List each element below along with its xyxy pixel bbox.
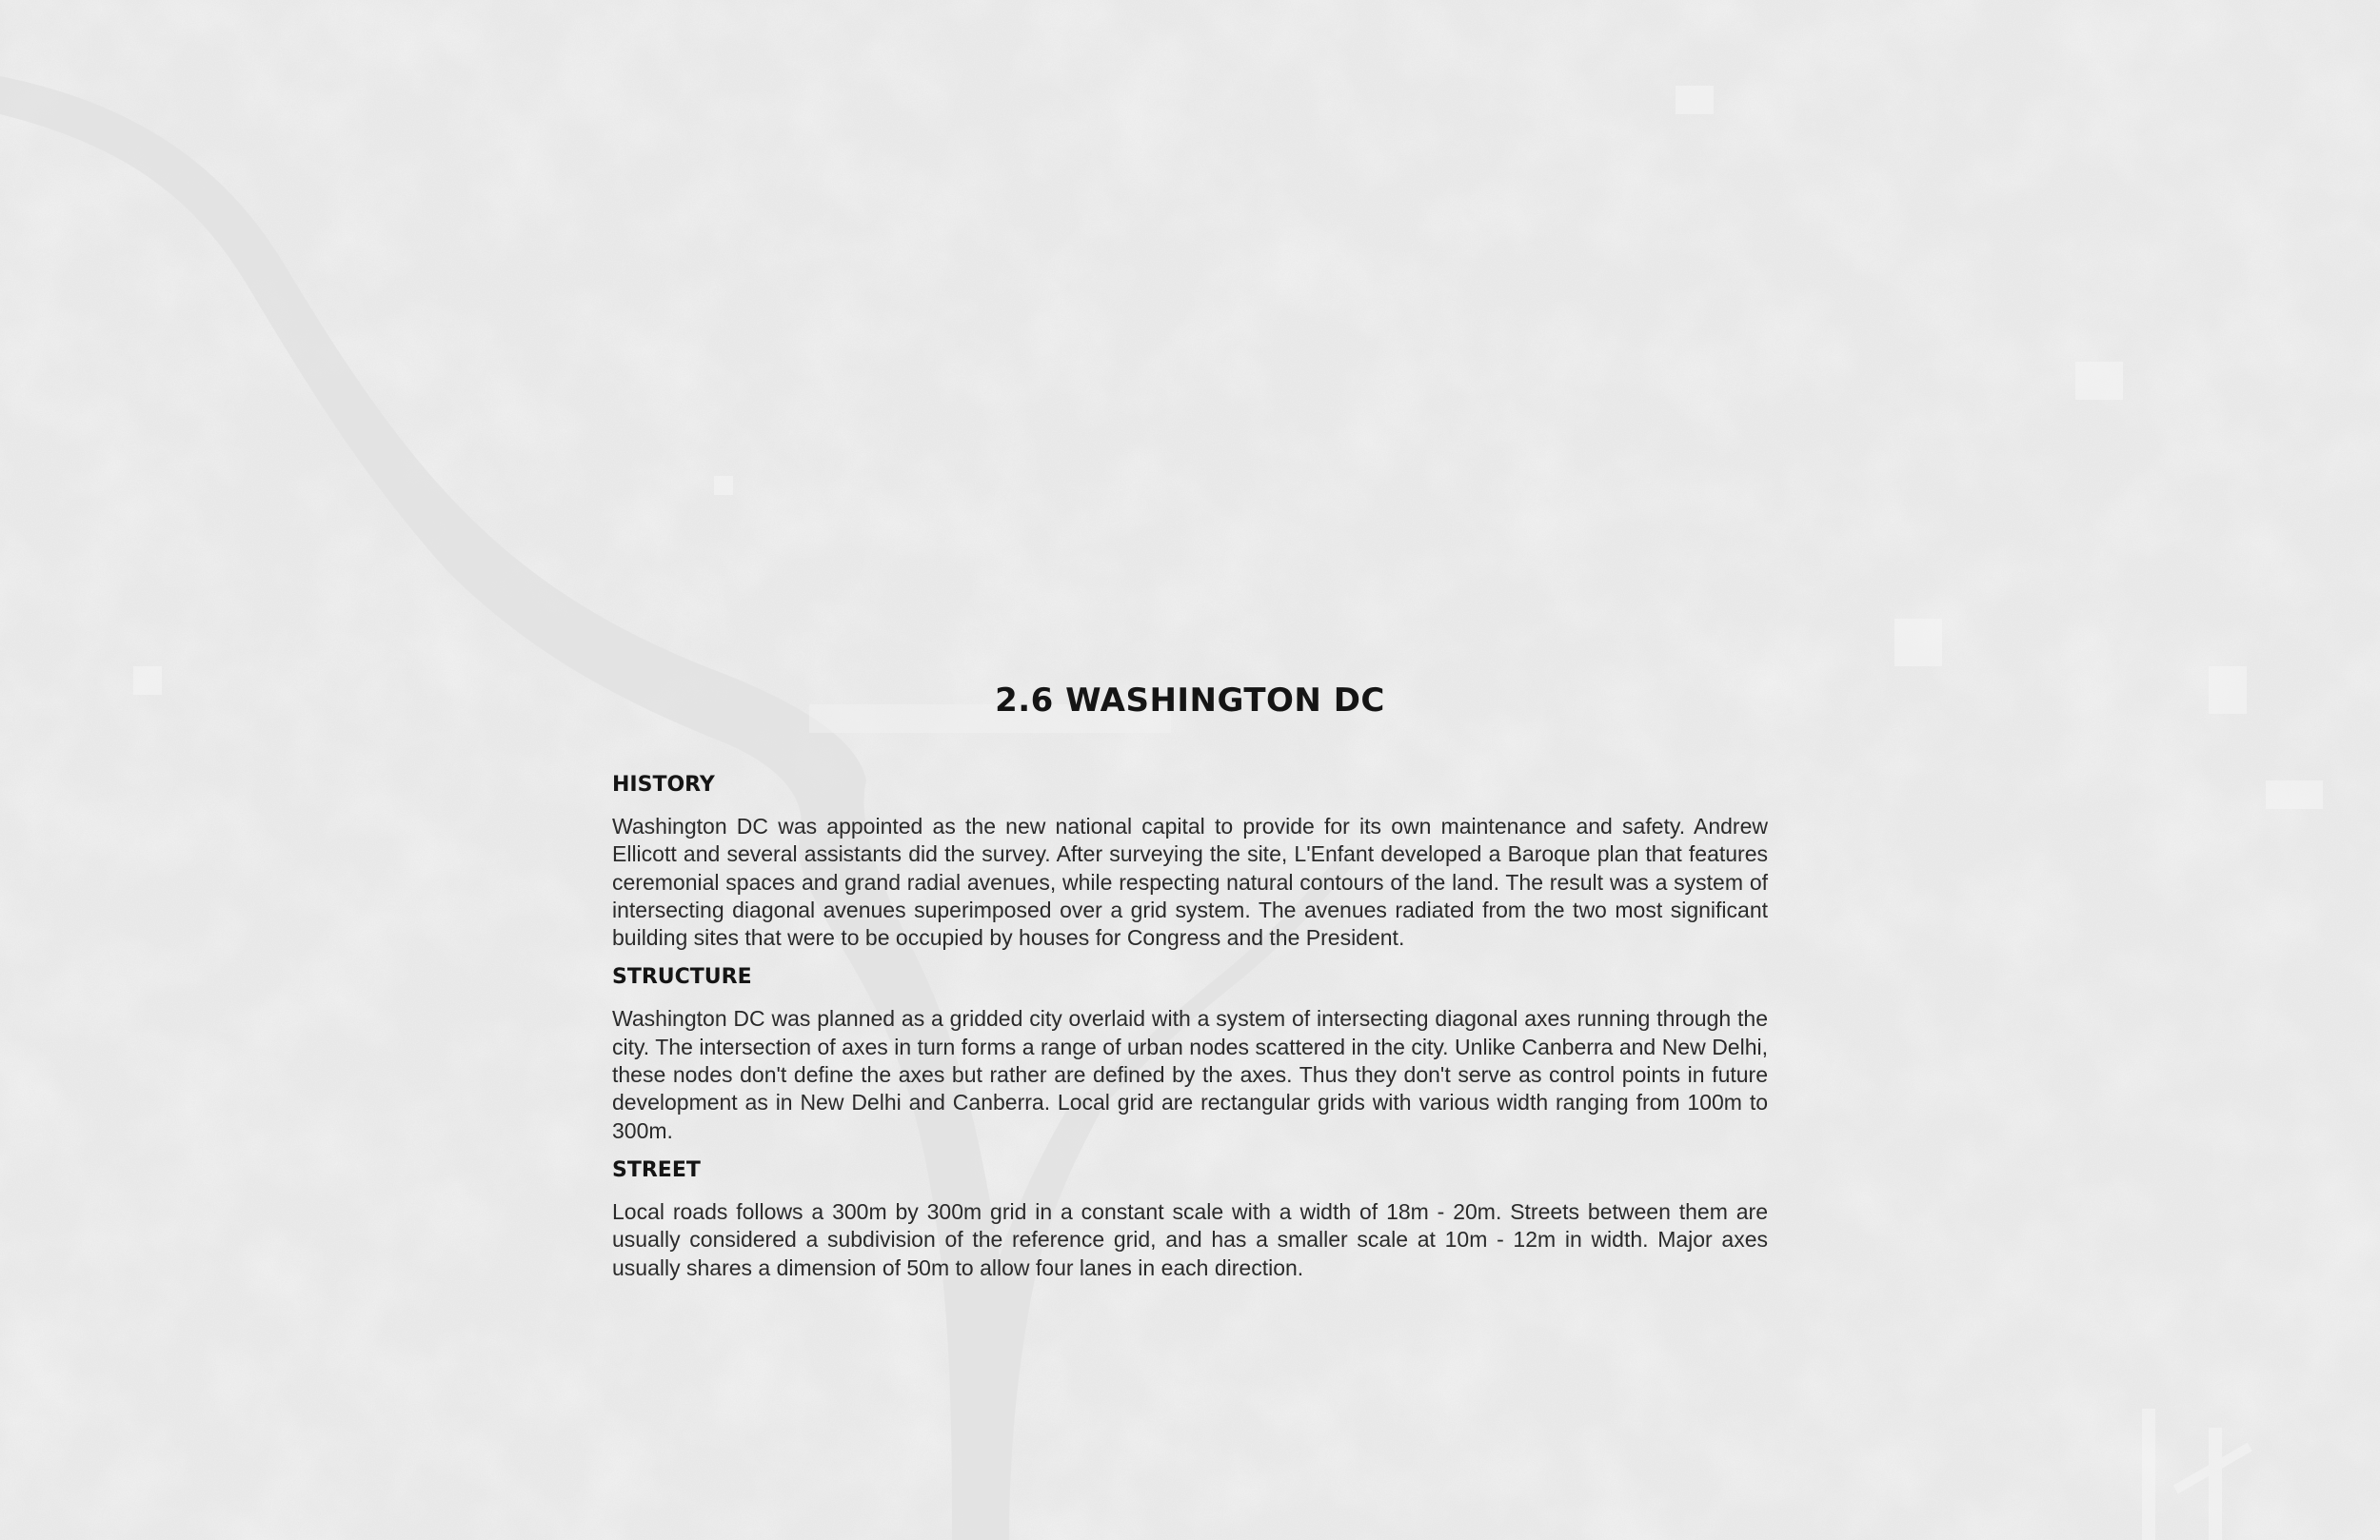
section-heading: HISTORY — [612, 773, 715, 797]
section-body: Washington DC was appointed as the new national capital to provide for its own maintenance and safety. Andrew Ellicott and several assistants did the survey. After surveying the site, L'Enfant developed a Baroque plan that features ceremonial spaces and grand radial avenues, while respecting natural contours of the land. The result was a system of intersecting diagonal avenues superimposed over a grid system. The avenues radiated from the two most significant building sites that were to be occupied by houses for Congress and the President. — [612, 814, 1768, 951]
section-structure — [612, 965, 1768, 1144]
section-body: Local roads follows a 300m by 300m grid in a constant scale with a width of 18m - 20m. Streets between them are usually considered a subdivision of the reference grid, and has a smaller scale at 10m - 12m in width. Major axes usually shares a dimension of 50m to allow four lanes in each direction. — [612, 1198, 1768, 1280]
section-history — [612, 773, 1768, 952]
section-street — [612, 1158, 1768, 1282]
section-heading: STREET — [612, 1157, 701, 1182]
section-heading: STRUCTURE — [612, 965, 752, 990]
article — [612, 681, 1768, 1295]
section-body: Washington DC was planned as a gridded city overlaid with a system of intersecting diagonal axes running through the city. The intersection of axes in turn forms a range of urban nodes scattered in the city. Unlike Canberra and New Delhi, these nodes don't define the axes but rather are defined by the axes. Thus they don't serve as control points in future development as in New Delhi and Canberra. Local grid are rectangular grids with various width ranging from 100m to 300m. — [612, 1006, 1768, 1143]
page-title: 2.6 WASHINGTON DC — [995, 681, 1385, 720]
